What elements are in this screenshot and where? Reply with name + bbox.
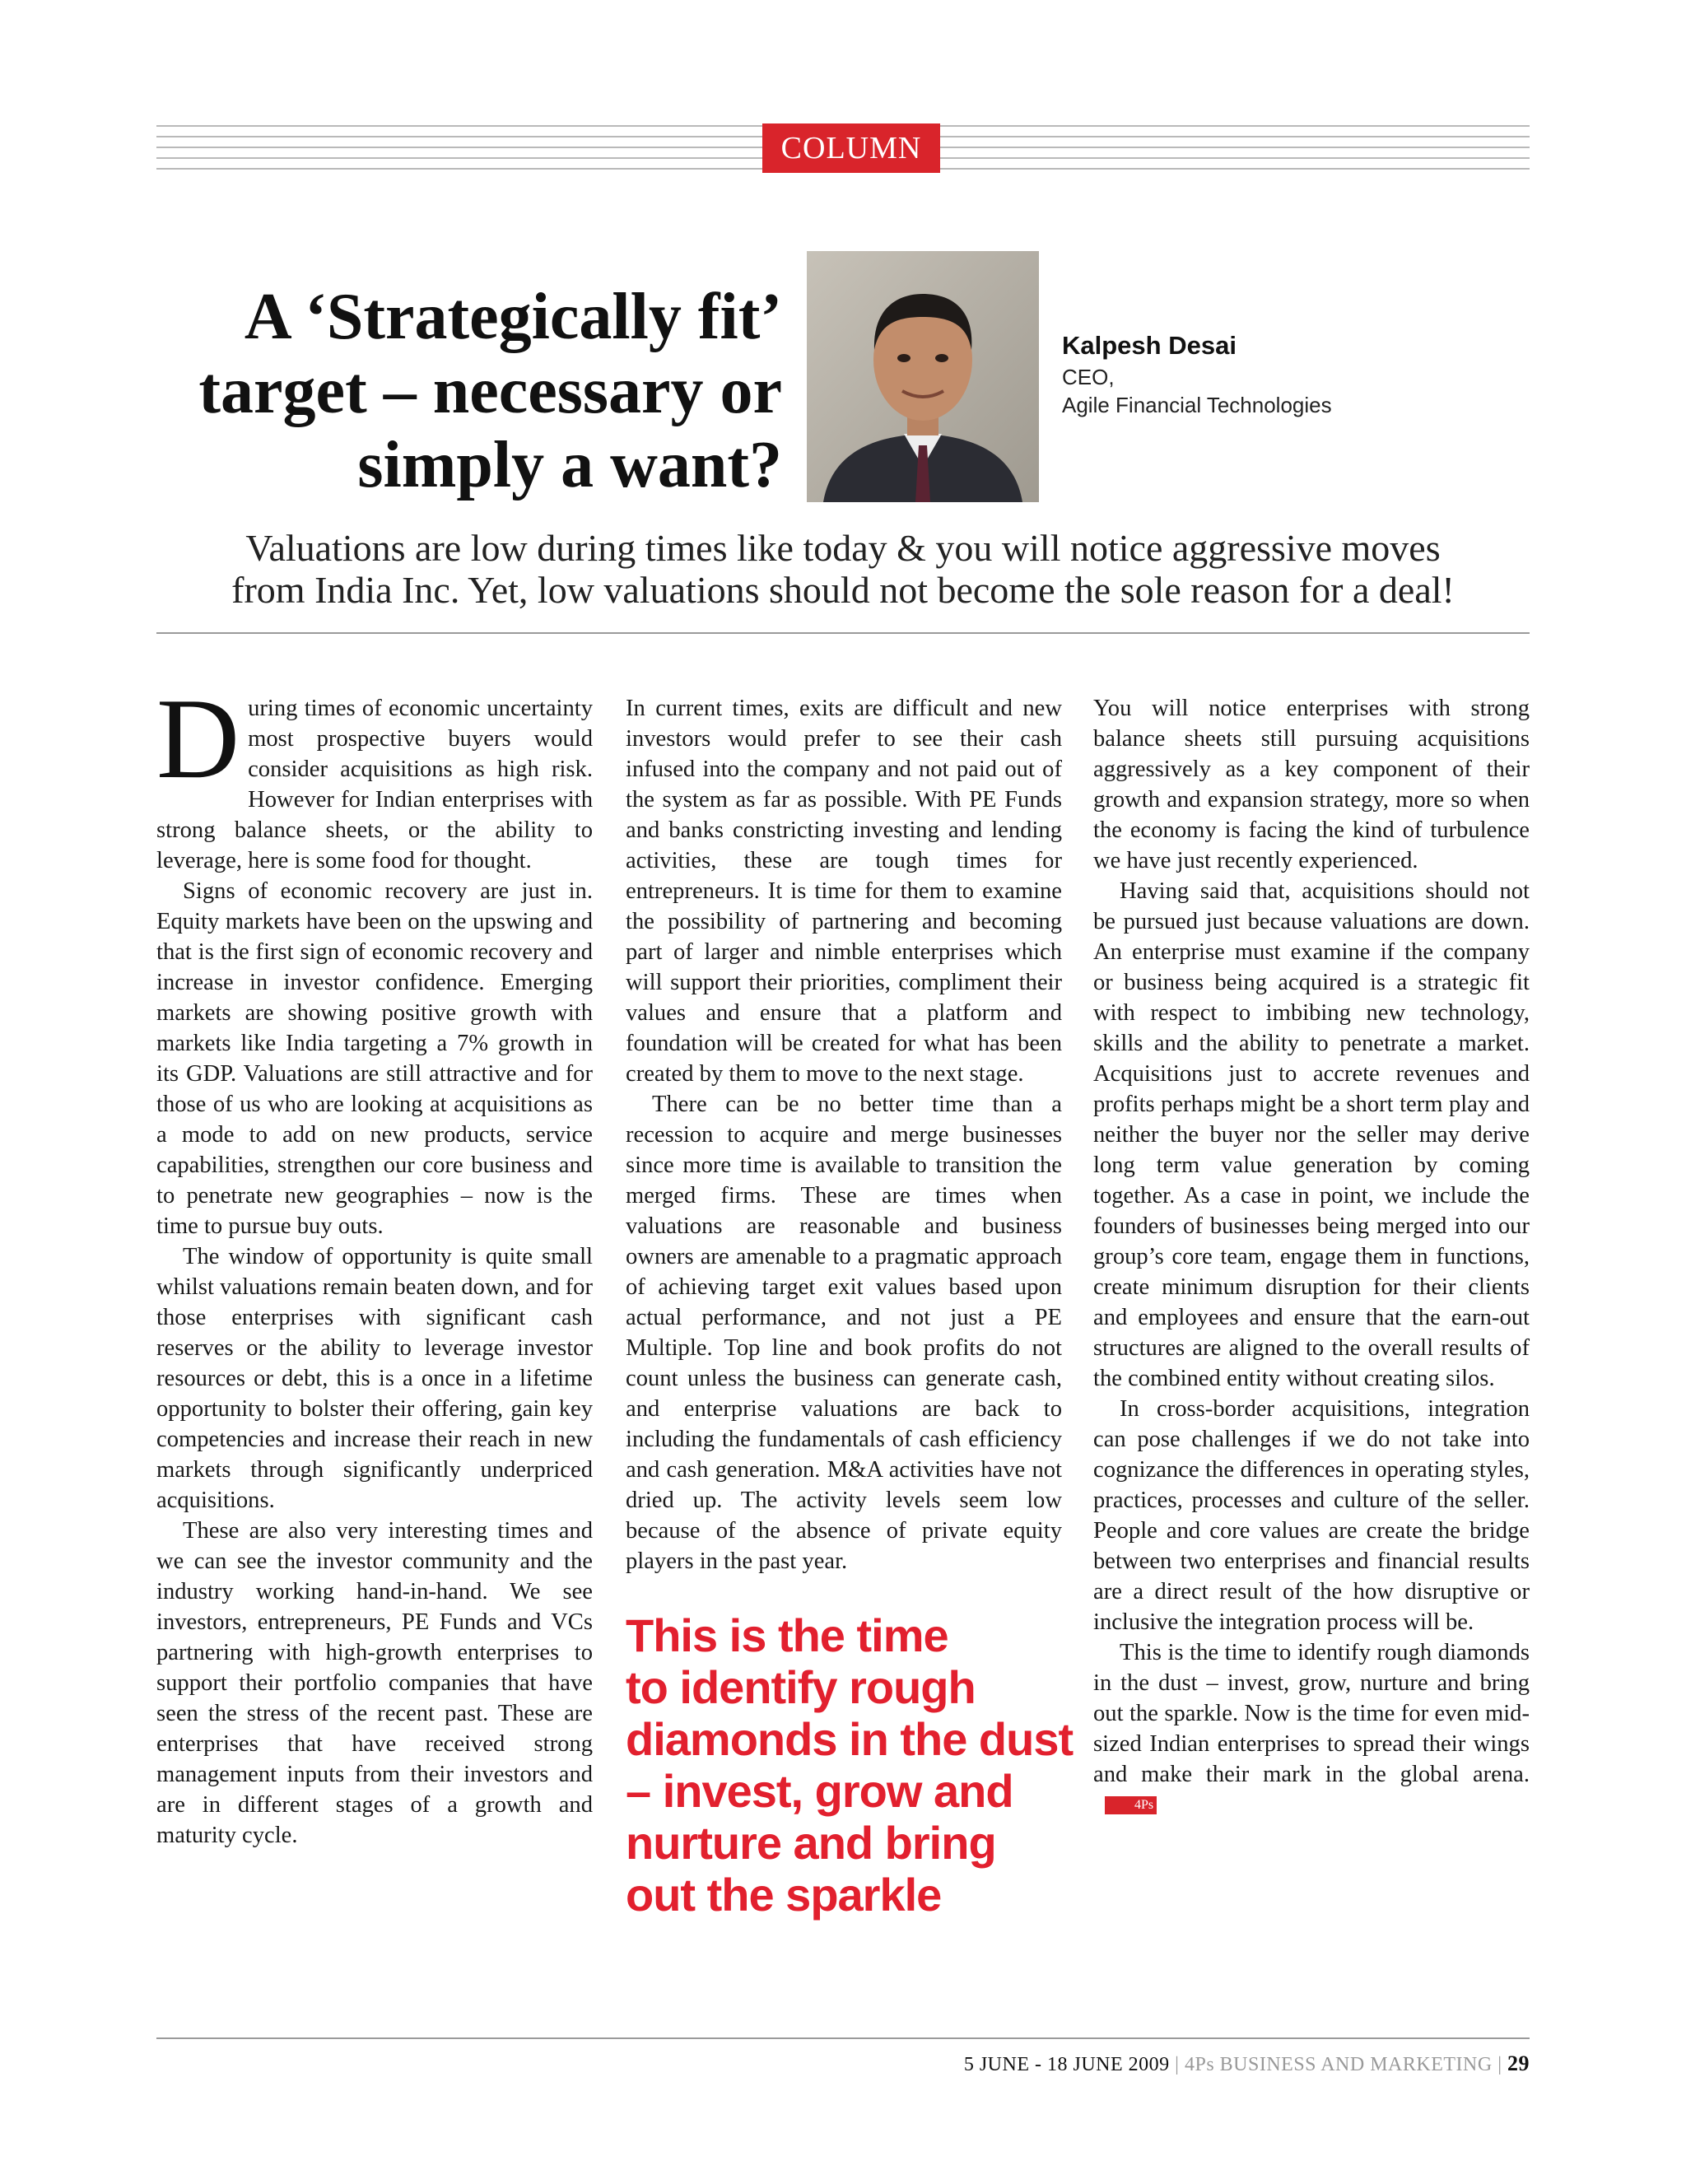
standfirst-line-1: Valuations are low during times like today & you will notice aggressive moves: [245, 527, 1441, 569]
end-mark-icon: 4Ps: [1105, 1796, 1157, 1814]
author-name: Kalpesh Desai: [1062, 331, 1237, 360]
paragraph: This is the time to identify rough diamonds in the dust – invest, grow, nurture and bring out the sparkle. Now is the time for even mid-sized Indian enterprises to spread their wings and make their mark in the global arena.4Ps: [1093, 1637, 1530, 1820]
paragraph: Signs of economic recovery are just in. Equity markets have been on the upswing and that is the first sign of economic recovery and increase in investor confidence. Emerging markets are showing positive growth with markets like India targeting a 7% growth in its GDP. Valuations are still attractive and for those of us who are looking at acquisitions as a mode to add on new products, service capabilities, strengthen our core business and to penetrate new geographies – now is the time to pursue buy outs.: [156, 878, 593, 1239]
drop-cap: D: [156, 675, 240, 803]
author-role: CEO,: [1062, 365, 1115, 389]
pull-quote: [626, 1609, 1074, 1921]
pull-quote-line: to identify rough: [626, 1661, 976, 1713]
issue-date: 5 JUNE - 18 JUNE 2009: [963, 2054, 1170, 2075]
paragraph: These are also very interesting times and we can see the investor community and the industry working hand-in-hand. We see investors, entrepreneurs, PE Funds and VCs partnering with high-growth enterprises to support their portfolio companies that have seen the stress of the recent past. These are enterprises that have received strong management inputs from their investors and are in different stages of a growth and maturity cycle.: [156, 1518, 593, 1848]
article-column-1: [156, 675, 593, 1851]
paragraph: During times of economic uncertainty most prospective buyers would consider acquisitions as high risk. However for Indian enterprises with strong balance sheets, or the ability to leverage, here is some food for thought.: [156, 675, 593, 873]
page-number: 29: [1507, 2051, 1530, 2075]
pull-quote-line: – invest, grow and: [626, 1765, 1013, 1817]
pull-quote-line: diamonds in the dust: [626, 1713, 1074, 1765]
article-column-3: [1093, 693, 1530, 1820]
headline-line-2: target – necessary or: [198, 355, 782, 427]
article-headline: [115, 280, 782, 502]
pull-quote-line: nurture and bring: [626, 1817, 996, 1869]
footer-divider: [156, 2037, 1530, 2039]
author-company: Agile Financial Technologies: [1062, 393, 1332, 417]
paragraph: There can be no better time than a recession to acquire and merge businesses since more time is available to transition the merged firms. These are times when valuations are reasonable and business owners are amenable to a pragmatic approach of achieving target exit values based upon actual performance, and not just a PE Multiple. Top line and book profits do not count unless the business can generate cash, and enterprise valuations are back to including the fundamentals of cash efficiency and cash generation. M&A activities have not dried up. The activity levels seem low because of the absence of private equity players in the past year.: [626, 1092, 1062, 1574]
pull-quote-line: This is the time: [626, 1609, 948, 1661]
paragraph: In current times, exits are difficult and new investors would prefer to see their cash infused into the company and not paid out of the system as far as possible. With PE Funds and banks constricting investing and lending activities, these are tough times for entrepreneurs. It is time for them to examine the possibility of partnering and becoming part of larger and nimble enterprises which will support their priorities, compliment their values and ensure that a platform and foundation will be created for what has been created by them to move to the next stage.: [626, 696, 1062, 1087]
headline-line-3: simply a want?: [357, 429, 782, 501]
pull-quote-line: out the sparkle: [626, 1869, 942, 1921]
article-column-2: [626, 693, 1074, 1921]
standfirst-line-2: from India Inc. Yet, low valuations should not become the sole reason for a deal!: [231, 569, 1455, 611]
author-photo: [807, 251, 1039, 502]
divider: [156, 632, 1530, 634]
paragraph: In cross-border acquisitions, integration can pose challenges if we do not take into cognizance the differences in operating styles, practices, processes and culture of the seller. People and core values are create the bridge between two enterprises and financial results are a direct result of the how disruptive or inclusive the integration process will be.: [1093, 1396, 1530, 1635]
paragraph: Having said that, acquisitions should not be pursued just because valuations are down. An enterprise must examine if the company or business being acquired is a strategic fit with respect to imbibing new technology, skills and the ability to penetrate a market. Acquisitions just to accrete revenues and profits perhaps might be a short term play and neither the buyer nor the seller may derive long term value generation by coming together. As a case in point, we include the founders of businesses being merged into our group’s core team, engage them in functions, create minimum disruption for their clients and employees and ensure that the earn-out structures are aligned to the overall results of the combined entity without creating silos.: [1093, 878, 1530, 1391]
headline-line-1: A ‘Strategically fit’: [244, 281, 782, 353]
standfirst: [156, 527, 1530, 611]
publication-name: 4Ps BUSINESS AND MARKETING: [1184, 2054, 1493, 2075]
paragraph: The window of opportunity is quite small whilst valuations remain beaten down, and for those enterprises with significant cash reserves or the ability to leverage investor resources or debt, this is a once in a lifetime opportunity to bolster their offering, gain key competencies and increase their reach in new markets through significantly underpriced acquisitions.: [156, 1244, 593, 1513]
page-footer: 5 JUNE - 18 JUNE 2009 | 4Ps BUSINESS AND MARKETING | 29: [963, 2051, 1530, 2075]
section-tag: COLUMN: [762, 123, 940, 173]
paragraph: You will notice enterprises with strong balance sheets still pursuing acquisitions aggressively as a key component of their growth and expansion strategy, more so when the economy is facing the kind of turbulence we have just recently experienced.: [1093, 696, 1530, 873]
